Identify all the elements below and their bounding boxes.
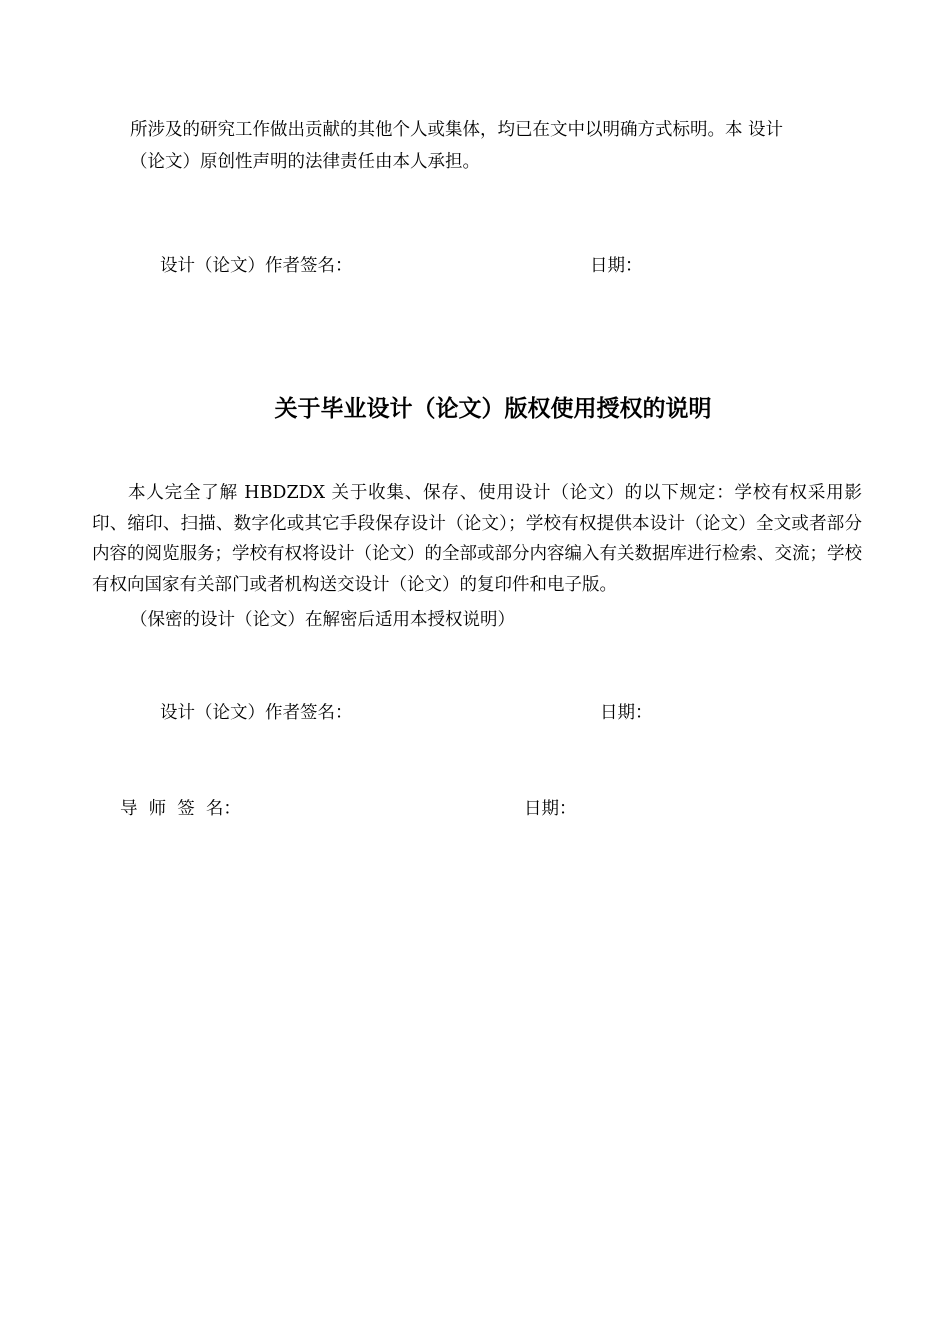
declaration-text-line-1: 所涉及的研究工作做出贡献的其他个人或集体，均已在文中以明确方式标明。本 设计 [130,120,784,140]
authorization-body [92,478,862,600]
authorization-author-signature-label: 设计（论文）作者签名： [160,703,353,723]
declaration-text-line-2: （论文）原创性声明的法律责任由本人承担。 [130,152,480,172]
authorization-title: 关于毕业设计（论文）版权使用授权的说明 [274,395,712,422]
authorization-note: （保密的设计（论文）在解密后适用本授权说明） [130,610,515,630]
advisor-signature-label: 导 师 签 名： [120,799,241,819]
authorization-author-date-label: 日期： [600,703,653,723]
authorization-body-text: 本人完全了解 HBDZDX 关于收集、保存、使用设计（论文）的以下规定：学校有权采用影印、缩印、扫描、数字化或其它手段保存设计（论文）；学校有权提供本设计（论文）全文或者部分内容的阅览服务；学校有权将设计（论文）的全部或部分内容编入有关数据库进行检索、交流；学校有权向国家有关部门或者机构送交设计（论文）的复印件和电子版。 [92,483,862,595]
declaration-date-label: 日期： [590,256,643,276]
declaration-author-signature-label: 设计（论文）作者签名： [160,256,353,276]
advisor-date-label: 日期： [524,799,577,819]
